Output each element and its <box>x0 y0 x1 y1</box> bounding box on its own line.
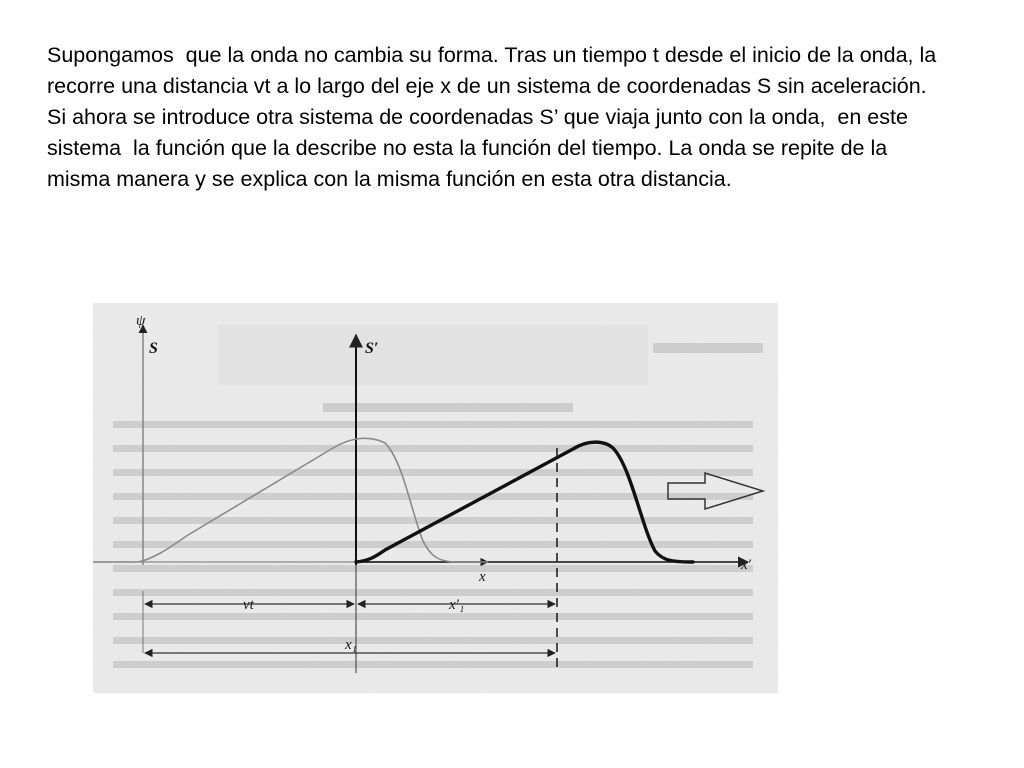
paragraph-1: Supongamos que la onda no cambia su forma. Tras un tiempo t desde el inicio de la onda, la recorre una distancia vt a lo largo del eje x de un sistema de coordenadas S sin aceleración. <box>47 43 943 98</box>
x1-prime-label: x′₁ <box>449 597 465 613</box>
x1-label: x₁ <box>345 637 357 653</box>
body-text <box>47 40 947 195</box>
x-label: x <box>479 569 486 585</box>
vt-label: vt <box>243 597 254 613</box>
s-prime-label: S′ <box>365 340 379 357</box>
s-label: S <box>149 340 158 357</box>
x-prime-label: x′ <box>741 557 751 573</box>
wave-diagram <box>93 303 778 693</box>
psi-label: ψ <box>136 313 146 329</box>
wave-figure <box>93 303 778 693</box>
paragraph-2: Si ahora se introduce otra sistema de coordenadas S’ que viaja junto con la onda, en este sistema la función que la describe no esta la función del tiempo. La onda se repite de la misma manera y se explica con la misma función en esta otra distancia. <box>47 105 914 191</box>
